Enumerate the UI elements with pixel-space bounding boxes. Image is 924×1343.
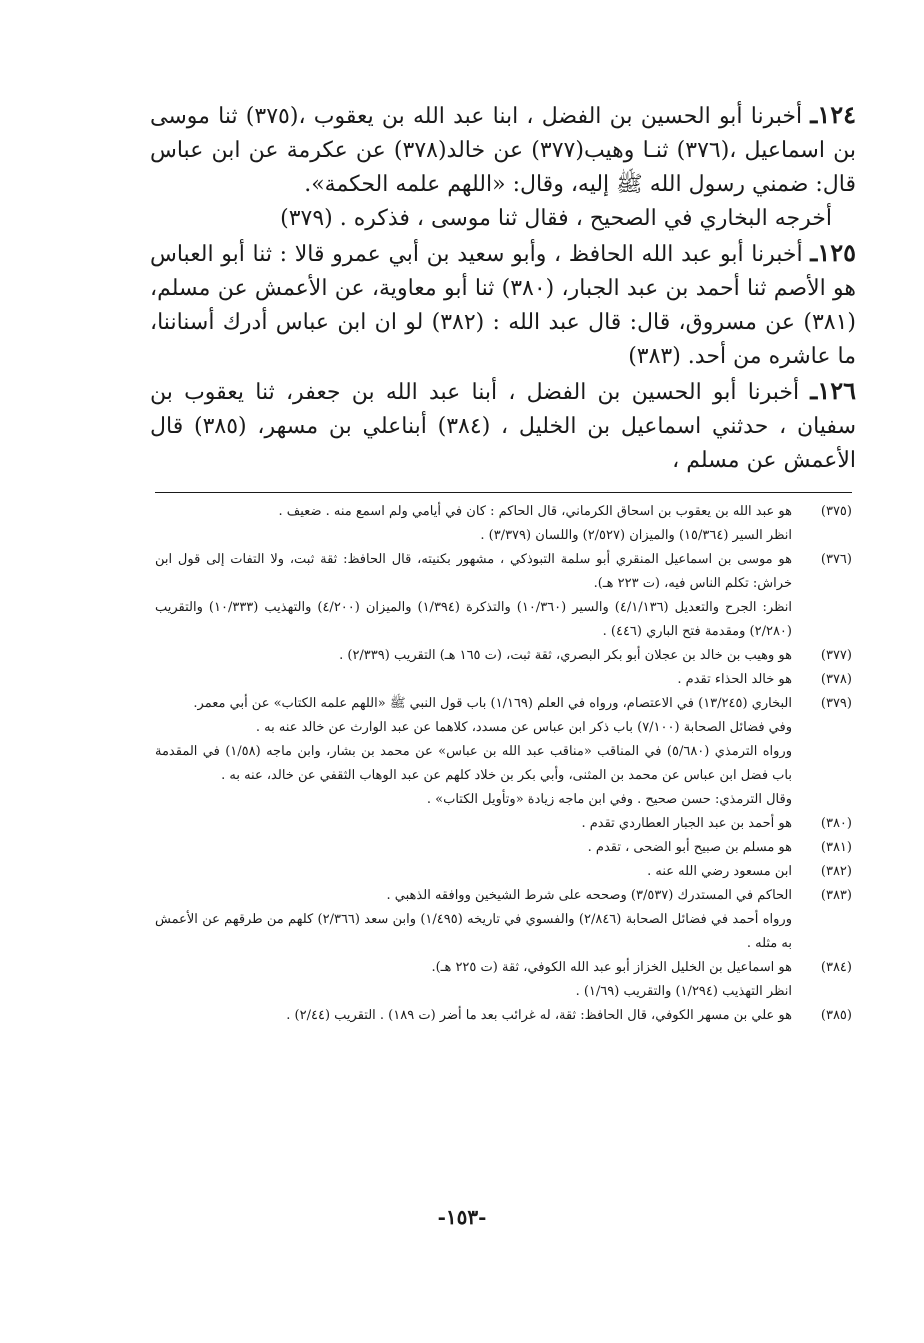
footnote-375 — [155, 500, 852, 548]
footnote-line: هو مسلم بن صبيح أبو الضحى ، تقدم . — [587, 840, 792, 855]
footnote-divider — [155, 492, 852, 493]
footnote-line: ورواه أحمد في فضائل الصحابة (٢/٨٤٦) والفسوي في تاريخه (١/٤٩٥) وابن سعد (٢/٣٦٦) كلهم من طرقهم عن الأعمش به مثله . — [155, 912, 792, 951]
hadith-text: أخبرنا أبو الحسين بن الفضل ، ابنا عبد الله بن يعقوب ،(٣٧٥) ثنا موسى بن اسماعيل ،(٣٧٦) ثنـا وهيب(٣٧٧) عن خالد(٣٧٨) عن عكرمة عن ابن عباس قال: ضمني رسول الله ﷺ إليه، وقال: «اللهم علمه الحكمة». — [150, 104, 856, 197]
footnote-number: (٣٧٥) — [820, 504, 852, 519]
footnote-number: (٣٧٧) — [820, 648, 852, 663]
footnote-body — [155, 860, 792, 884]
footnote-line: هو علي بن مسهر الكوفي، قال الحافظ: ثقة، له غرائب بعد ما أضر (ت ١٨٩) . التقريب (٢/٤٤) . — [286, 1008, 792, 1023]
hadith-number: ١٢٦ـ — [810, 376, 856, 405]
footnote-number: (٣٧٩) — [820, 696, 852, 711]
hadith-125 — [150, 236, 856, 374]
footnote-line: وقال الترمذي: حسن صحيح . وفي ابن ماجه زيادة «وتأويل الكتاب» . — [426, 792, 792, 807]
main-text — [150, 98, 856, 478]
footnote-number: (٣٨٠) — [820, 816, 852, 831]
footnote-number: (٣٨٣) — [820, 888, 852, 903]
footnote-line: انظر السير (١٥/٣٦٤) والميزان (٢/٥٢٧) واللسان (٣/٣٧٩) . — [480, 528, 792, 543]
footnote-380 — [155, 812, 852, 836]
hadith-text: أخبرنا أبو الحسين بن الفضل ، أبنا عبد الله بن جعفر، ثنا يعقوب بن سفيان ، حدثني اسماعيل بن الخليل ، (٣٨٤) أبناعلي بن مسهر، (٣٨٥) قال الأعمش عن مسلم ، — [150, 380, 856, 473]
hadith-124-takhrij: أخرجه البخاري في الصحيح ، فقال ثنا موسى ، فذكره . (٣٧٩) — [280, 206, 832, 231]
footnote-body — [155, 1004, 792, 1028]
footnote-line: هو عبد الله بن يعقوب بن اسحاق الكرماني، قال الحاكم : كان في أيامي ولم اسمع منه . ضعيف . — [278, 504, 792, 519]
hadith-text: أخبرنا أبو عبد الله الحافظ ، وأبو سعيد بن أبي عمرو قالا : ثنا أبو العباس هو الأصم ثنا أحمد بن عبد الجبار، (٣٨٠) ثنا أبو معاوية، عن الأعمش عن مسلم، (٣٨١) عن مسروق، قال: قال عبد الله : (٣٨٢) لو ان ابن عباس أدرك أسناننا، ما عاشره من أحد. (٣٨٣) — [150, 242, 856, 369]
hadith-124 — [150, 98, 856, 202]
footnote-384 — [155, 956, 852, 1004]
footnote-body — [155, 548, 792, 644]
footnote-382 — [155, 860, 852, 884]
footnote-number: (٣٨٤) — [820, 960, 852, 975]
footnote-body — [155, 956, 792, 1004]
footnote-line: انظر: الجرح والتعديل (٤/١/١٣٦) والسير (١٠/٣٦٠) والتذكرة (١/٣٩٤) والميزان (٤/٢٠٠) والتهذيب (١٠/٣٣٣) والتقريب (٢/٢٨٠) ومقدمة فتح الباري (٤٤٦) . — [155, 600, 792, 639]
footnote-379 — [155, 692, 852, 812]
footnote-number: (٣٨٢) — [820, 864, 852, 879]
footnote-line: هو اسماعيل بن الخليل الخزاز أبو عبد الله الكوفي، ثقة (ت ٢٢٥ هـ). — [431, 960, 792, 975]
footnote-376 — [155, 548, 852, 644]
footnote-body — [155, 668, 792, 692]
footnote-number: (٣٨٥) — [820, 1008, 852, 1023]
footnote-line: هو خالد الحذاء تقدم . — [677, 672, 792, 687]
footnote-body — [155, 644, 792, 668]
footnote-line: انظر التهذيب (١/٢٩٤) والتقريب (١/٦٩) . — [575, 984, 792, 999]
footnote-number: (٣٧٦) — [820, 552, 852, 567]
footnote-line: ورواه الترمذي (٥/٦٨٠) في المناقب «مناقب عبد الله بن عباس» عن محمد بن بشار، وابن ماجه (١/٥٨) في المقدمة باب فضل ابن عباس عن محمد بن المثنى، وأبي بكر بن خلاد كلهم عن عبد الوهاب الثقفي عن خالد، عنه به . — [155, 744, 792, 783]
footnote-line: الحاكم في المستدرك (٣/٥٣٧) وصححه على شرط الشيخين ووافقه الذهبي . — [386, 888, 792, 903]
footnote-378 — [155, 668, 852, 692]
footnote-line: هو وهيب بن خالد بن عجلان أبو بكر البصري، ثقة ثبت، (ت ١٦٥ هـ) التقريب (٢/٣٣٩) . — [339, 648, 792, 663]
footnote-385 — [155, 1004, 852, 1028]
footnote-body — [155, 812, 792, 836]
footnotes — [155, 500, 852, 1028]
footnote-line: هو موسى بن اسماعيل المنقري أبو سلمة التبوذكي ، مشهور بكنيته، قال الحافظ: ثقة ثبت، ولا التفات إلى قول ابن خراش: تكلم الناس فيه، (ت ٢٢٣ هـ). — [155, 552, 792, 591]
footnote-line: ابن مسعود رضي الله عنه . — [647, 864, 792, 879]
footnote-line: هو أحمد بن عبد الجبار العطاردي تقدم . — [581, 816, 792, 831]
footnote-377 — [155, 644, 852, 668]
footnote-381 — [155, 836, 852, 860]
hadith-126 — [150, 374, 856, 478]
footnote-line: وفي فضائل الصحابة (٧/١٠٠) باب ذكر ابن عباس عن مسدد، كلاهما عن عبد الوارث عن خالد عنه به . — [255, 720, 792, 735]
footnote-number: (٣٧٨) — [820, 672, 852, 687]
page-number: -١٥٣- — [437, 1205, 487, 1229]
hadith-number: ١٢٥ـ — [810, 238, 856, 267]
footnote-number: (٣٨١) — [820, 840, 852, 855]
footnote-body — [155, 692, 792, 812]
footnote-body — [155, 836, 792, 860]
footnote-line: البخاري (١٣/٢٤٥) في الاعتصام، ورواه في العلم (١/١٦٩) باب قول النبي ﷺ «اللهم علمه الكتاب» عن أبي معمر. — [193, 696, 792, 711]
footnote-body — [155, 884, 792, 956]
footnote-body — [155, 500, 792, 548]
footnote-383 — [155, 884, 852, 956]
hadith-number: ١٢٤ـ — [810, 100, 856, 129]
